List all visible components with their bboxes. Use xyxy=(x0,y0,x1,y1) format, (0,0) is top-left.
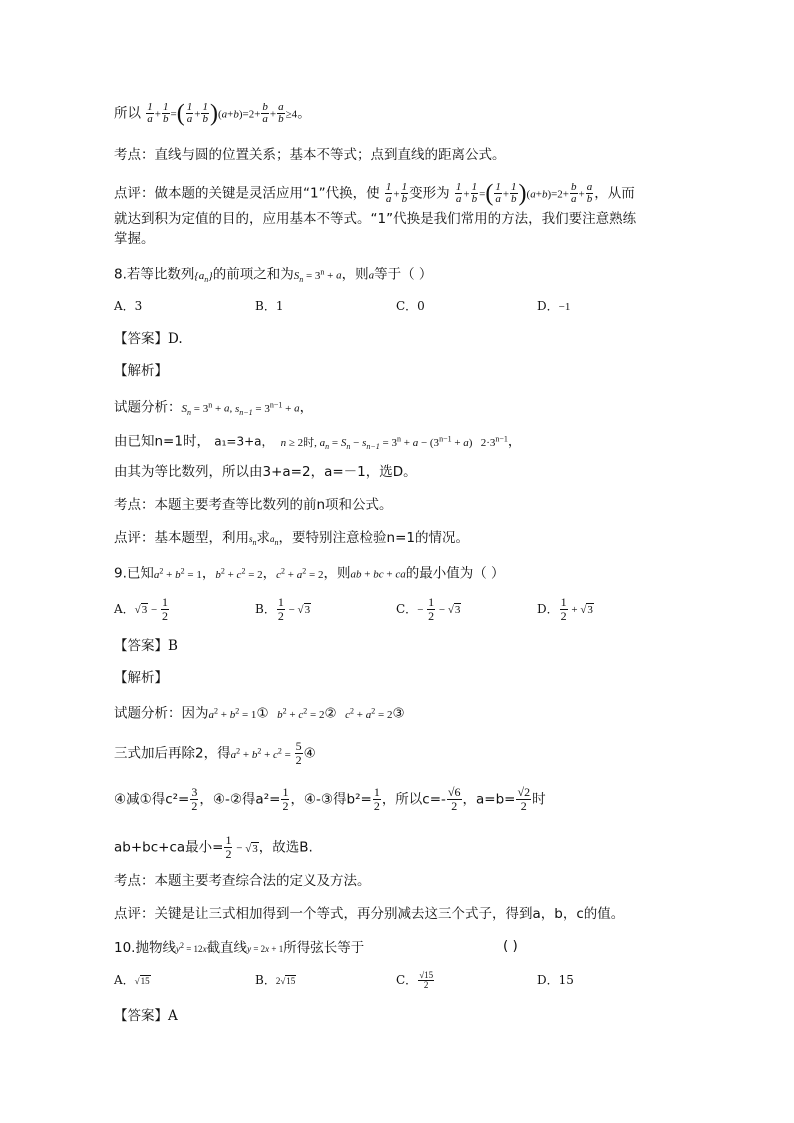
q8-option-a: A．3 xyxy=(114,299,143,313)
q10-option-a: A．√15 xyxy=(114,973,150,987)
analysis-9-dianping: 点评：关键是让三式相加得到一个等式，再分别减去这三个式子，得到a，b，c的值。 xyxy=(114,906,625,922)
kaodian-line: 考点：直线与圆的位置关系；基本不等式；点到直线的距离公式。 xyxy=(114,147,506,163)
q10-option-b: B．2√15 xyxy=(255,973,296,987)
answer-8: 【答案】D. xyxy=(114,331,183,347)
q8-option-c: C．0 xyxy=(396,299,425,313)
q10-option-d: D．15 xyxy=(537,973,574,987)
dianping-line-3: 掌握。 xyxy=(114,231,155,247)
analysis-9-line-2: 三式加后再除2，得$a^2 + b^2 + c^2$ = $\frac{5}{2}$ ④ xyxy=(114,739,316,767)
analysis-9-line-1: 试题分析：因为$a^2 + b^2$ = 1① $b^2 + c^2$ = 2② $c^2 + a^2$ = 2③ xyxy=(114,705,405,722)
dianping-line-2: 就达到积为定值的目的，应用基本不等式。“1”代换是我们常用的方法，我们要注意熟练 xyxy=(114,211,637,227)
analysis-9-heading: 【解析】 xyxy=(114,670,168,686)
q8-option-d: D．−1 xyxy=(537,299,571,313)
question-8: 8.若等比数列$\{a_n\}$的前项之和为$S_n = 3^n + a$，则a等于（ ） xyxy=(114,266,433,284)
q10-option-c: C． $\frac{√15}{2}$ xyxy=(396,970,434,990)
analysis-8-dianping: 点评：基本题型，利用$s_n$求$a_n$，要特别注意检验n=1的情况。 xyxy=(114,530,469,547)
question-10: 10.抛物线$y^2 = 12x$截直线y = 2x + 1所得弦长等于 xyxy=(114,940,365,956)
question-9: 9.已知$a^2 + b^2 = 1$，$b^2 + c^2 = 2$，$c^2 + a^2 = 2$，则ab + bc + ca的最小值为（ ） xyxy=(114,565,505,582)
q9-option-a: A．√3 − $\frac{1}{2}$ xyxy=(114,595,168,623)
q9-option-b: B． $\frac{1}{2}$ − √3 xyxy=(255,595,311,623)
formula-line-1: 所以 $\frac{1}{a}$ + $\frac{1}{b}$ =( $\frac{1}{a}$ + $\frac{1}{b}$ )(a+b)=2+ $\frac{b}{a}$ + $\frac{a}{b}$ ≥4。 xyxy=(114,100,311,127)
analysis-8-line-2: 由已知n=1时， a₁=3+a， n ≥ 2时, $a_n = S_n - s_{n-1} = 3^n + a - (3^{n-1} + a)$ $2\cdot 3^{n-1}$， xyxy=(114,433,522,451)
analysis-8-line-1: 试题分析：$S_n = 3^n + a$, $s_{n-1} = 3^{n-1} + a$， xyxy=(114,399,314,417)
q9-option-c: C．− $\frac{1}{2}$ − √3 xyxy=(396,595,461,623)
dianping-line-1: 点评：做本题的关键是灵活应用“1”代换，使 $\frac{1}{a}$ + $\frac{1}{b}$ 变形为 $\frac{1}{a}$ + $\frac{1}{b}$ =( $\frac{1}{a}$ + $\frac{1}{b}$ )(a+b)=2+ $\frac{b}{a}$ + $\frac{a}{b}$ ，从而 xyxy=(114,180,635,207)
analysis-9-line-3: ④减①得c²= $\frac{3}{2}$ ，④-②得a²= $\frac{1}{2}$ ，④-③得b²= $\frac{1}{2}$ ，所以c=- $\frac{√6}{2}$ ，a=b= $\frac{√2}{2}$ 时 xyxy=(114,785,546,813)
q10-answer-blank: ( ) xyxy=(503,938,518,954)
analysis-8-line-3: 由其为等比数列，所以由3+a=2，a=－1，选D。 xyxy=(114,464,417,480)
q8-option-b: B．1 xyxy=(255,299,284,313)
analysis-9-line-4: ab+bc+ca最小= $\frac{1}{2}$ − √3，故选B. xyxy=(114,833,313,861)
answer-9: 【答案】B xyxy=(114,638,178,654)
analysis-8-kaodian: 考点：本题主要考查等比数列的前n项和公式。 xyxy=(114,497,393,513)
q9-option-d: D． $\frac{1}{2}$ + √3 xyxy=(537,595,593,623)
analysis-9-kaodian: 考点：本题主要考查综合法的定义及方法。 xyxy=(114,873,371,889)
analysis-8-heading: 【解析】 xyxy=(114,363,168,379)
answer-10: 【答案】A xyxy=(114,1008,178,1024)
